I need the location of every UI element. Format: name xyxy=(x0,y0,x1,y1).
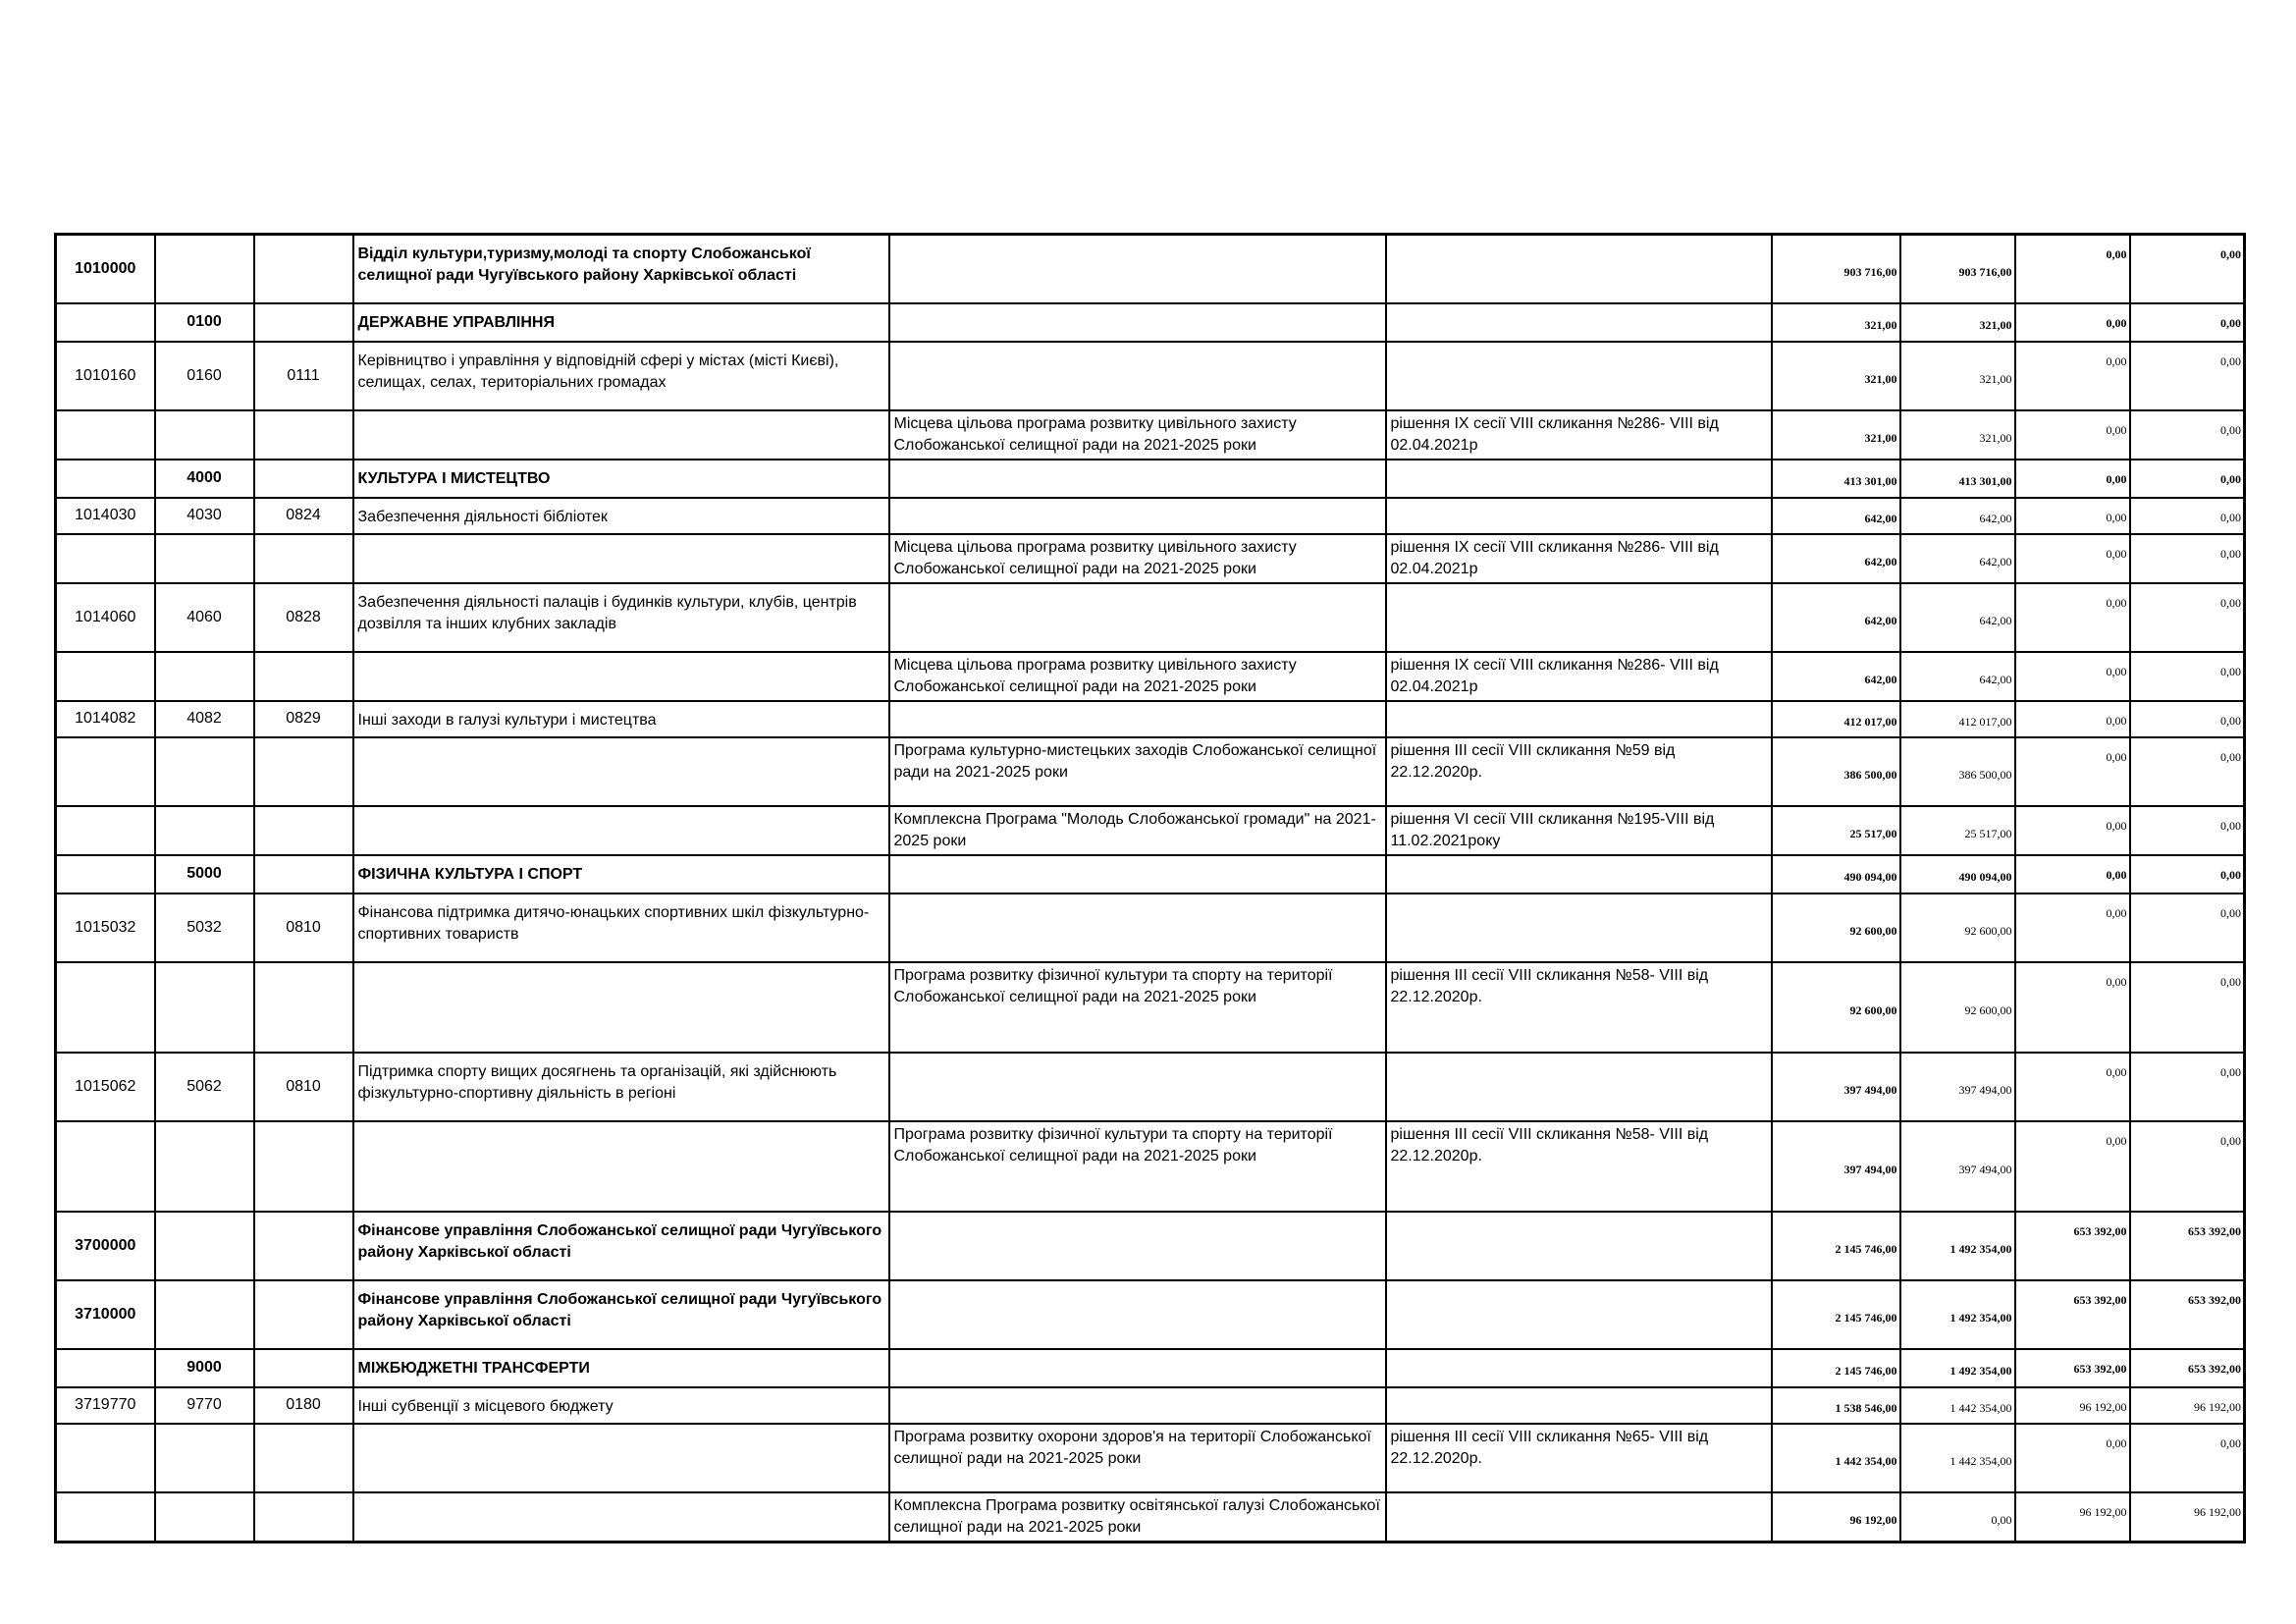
program-code-cell xyxy=(155,737,254,806)
development-budget-cell: 0,00 xyxy=(2130,806,2245,855)
table-row xyxy=(56,303,2245,342)
program-code-cell: 9770 xyxy=(155,1387,254,1424)
function-code-cell xyxy=(254,410,353,460)
budget-code-cell: 1010000 xyxy=(56,235,155,303)
total-amount-cell: 1 442 354,00 xyxy=(1772,1424,1900,1492)
item-name-cell: Забезпечення діяльності бібліотек xyxy=(353,498,889,534)
table-row xyxy=(56,1280,2245,1349)
decision-cell xyxy=(1386,1280,1772,1349)
program-code-cell: 0100 xyxy=(155,303,254,342)
program-code-cell xyxy=(155,534,254,583)
general-fund-cell: 321,00 xyxy=(1900,410,2015,460)
total-amount-cell: 490 094,00 xyxy=(1772,855,1900,893)
development-budget-cell: 0,00 xyxy=(2130,737,2245,806)
general-fund-cell: 412 017,00 xyxy=(1900,701,2015,737)
special-fund-cell: 0,00 xyxy=(2015,1424,2130,1492)
budget-code-cell: 1015062 xyxy=(56,1053,155,1121)
program-name-cell xyxy=(889,1053,1386,1121)
program-name-cell xyxy=(889,342,1386,410)
budget-code-cell xyxy=(56,962,155,1053)
special-fund-cell: 0,00 xyxy=(2015,855,2130,893)
program-name-cell: Програма розвитку охорони здоров'я на території Слобожанської селищної ради на 2021-2025 роки xyxy=(889,1424,1386,1492)
development-budget-cell: 0,00 xyxy=(2130,534,2245,583)
special-fund-cell: 0,00 xyxy=(2015,534,2130,583)
item-name-cell: Підтримка спорту вищих досягнень та організацій, які здійснюють фізкультурно-спортивну діяльність в регіоні xyxy=(353,1053,889,1121)
budget-code-cell: 1015032 xyxy=(56,893,155,962)
decision-cell xyxy=(1386,1387,1772,1424)
decision-cell: рішення ІІІ сесії VIII скликання №65- VIII від 22.12.2020р. xyxy=(1386,1424,1772,1492)
item-name-cell xyxy=(353,962,889,1053)
item-name-cell: Інші заходи в галузі культури і мистецтва xyxy=(353,701,889,737)
development-budget-cell: 0,00 xyxy=(2130,1121,2245,1212)
function-code-cell xyxy=(254,303,353,342)
program-name-cell xyxy=(889,1280,1386,1349)
total-amount-cell: 2 145 746,00 xyxy=(1772,1349,1900,1387)
decision-cell xyxy=(1386,1212,1772,1280)
item-name-cell: МІЖБЮДЖЕТНІ ТРАНСФЕРТИ xyxy=(353,1349,889,1387)
budget-code-cell: 3710000 xyxy=(56,1280,155,1349)
total-amount-cell: 642,00 xyxy=(1772,498,1900,534)
budget-code-cell: 3700000 xyxy=(56,1212,155,1280)
total-amount-cell: 321,00 xyxy=(1772,342,1900,410)
budget-code-cell xyxy=(56,1424,155,1492)
decision-cell xyxy=(1386,583,1772,652)
general-fund-cell: 1 492 354,00 xyxy=(1900,1349,2015,1387)
total-amount-cell: 96 192,00 xyxy=(1772,1492,1900,1543)
special-fund-cell: 0,00 xyxy=(2015,303,2130,342)
decision-cell xyxy=(1386,1053,1772,1121)
item-name-cell: Фінансова підтримка дитячо-юнацьких спортивних шкіл фізкультурно-спортивних товариств xyxy=(353,893,889,962)
special-fund-cell: 0,00 xyxy=(2015,235,2130,303)
program-name-cell xyxy=(889,893,1386,962)
table-row xyxy=(56,737,2245,806)
item-name-cell: Відділ культури,туризму,молоді та спорту Слобожанської селищної ради Чугуївського району Харківської області xyxy=(353,235,889,303)
table-row xyxy=(56,1349,2245,1387)
decision-cell: рішення ІХ сесії VIII скликання №286- VIII від 02.04.2021р xyxy=(1386,534,1772,583)
budget-code-cell xyxy=(56,806,155,855)
item-name-cell xyxy=(353,806,889,855)
special-fund-cell: 0,00 xyxy=(2015,652,2130,701)
special-fund-cell: 0,00 xyxy=(2015,342,2130,410)
total-amount-cell: 321,00 xyxy=(1772,410,1900,460)
function-code-cell xyxy=(254,1212,353,1280)
function-code-cell xyxy=(254,652,353,701)
general-fund-cell: 397 494,00 xyxy=(1900,1121,2015,1212)
function-code-cell xyxy=(254,534,353,583)
development-budget-cell: 0,00 xyxy=(2130,460,2245,498)
program-name-cell: Програма розвитку фізичної культури та спорту на території Слобожанської селищної ради на 2021-2025 роки xyxy=(889,1121,1386,1212)
general-fund-cell: 903 716,00 xyxy=(1900,235,2015,303)
budget-code-cell xyxy=(56,534,155,583)
program-code-cell xyxy=(155,1212,254,1280)
decision-cell xyxy=(1386,1349,1772,1387)
item-name-cell xyxy=(353,1424,889,1492)
program-name-cell xyxy=(889,1387,1386,1424)
function-code-cell xyxy=(254,1492,353,1543)
item-name-cell xyxy=(353,534,889,583)
total-amount-cell: 321,00 xyxy=(1772,303,1900,342)
development-budget-cell: 0,00 xyxy=(2130,701,2245,737)
total-amount-cell: 642,00 xyxy=(1772,583,1900,652)
budget-code-cell xyxy=(56,1349,155,1387)
program-name-cell xyxy=(889,701,1386,737)
item-name-cell xyxy=(353,1492,889,1543)
general-fund-cell: 1 492 354,00 xyxy=(1900,1212,2015,1280)
development-budget-cell: 0,00 xyxy=(2130,583,2245,652)
function-code-cell xyxy=(254,1280,353,1349)
table-row xyxy=(56,806,2245,855)
general-fund-cell: 386 500,00 xyxy=(1900,737,2015,806)
table-row xyxy=(56,962,2245,1053)
decision-cell xyxy=(1386,498,1772,534)
special-fund-cell: 0,00 xyxy=(2015,806,2130,855)
function-code-cell xyxy=(254,235,353,303)
development-budget-cell: 0,00 xyxy=(2130,1053,2245,1121)
decision-cell: рішення ІХ сесії VIII скликання №286- VIII від 02.04.2021р xyxy=(1386,410,1772,460)
total-amount-cell: 397 494,00 xyxy=(1772,1121,1900,1212)
program-code-cell: 5032 xyxy=(155,893,254,962)
program-code-cell: 4000 xyxy=(155,460,254,498)
decision-cell: рішення VІ сесії VIII скликання №195-VIII від 11.02.2021року xyxy=(1386,806,1772,855)
general-fund-cell: 642,00 xyxy=(1900,652,2015,701)
program-code-cell xyxy=(155,410,254,460)
program-code-cell xyxy=(155,652,254,701)
decision-cell: рішення ІІІ сесії VIII скликання №58- VIII від 22.12.2020р. xyxy=(1386,962,1772,1053)
item-name-cell: КУЛЬТУРА І МИСТЕЦТВО xyxy=(353,460,889,498)
general-fund-cell: 642,00 xyxy=(1900,583,2015,652)
total-amount-cell: 2 145 746,00 xyxy=(1772,1280,1900,1349)
general-fund-cell: 1 442 354,00 xyxy=(1900,1387,2015,1424)
program-name-cell: Комплексна Програма розвитку освітянської галузі Слобожанської селищної ради на 2021-2025 роки xyxy=(889,1492,1386,1543)
table-row xyxy=(56,460,2245,498)
item-name-cell: Інші субвенції з місцевого бюджету xyxy=(353,1387,889,1424)
program-name-cell xyxy=(889,1212,1386,1280)
program-name-cell xyxy=(889,235,1386,303)
function-code-cell xyxy=(254,737,353,806)
program-name-cell xyxy=(889,460,1386,498)
function-code-cell: 0810 xyxy=(254,893,353,962)
table-row xyxy=(56,1212,2245,1280)
general-fund-cell: 642,00 xyxy=(1900,498,2015,534)
program-name-cell xyxy=(889,303,1386,342)
budget-code-cell xyxy=(56,303,155,342)
function-code-cell: 0180 xyxy=(254,1387,353,1424)
budget-code-cell xyxy=(56,1492,155,1543)
special-fund-cell: 0,00 xyxy=(2015,410,2130,460)
budget-code-cell xyxy=(56,652,155,701)
table-row xyxy=(56,701,2245,737)
special-fund-cell: 0,00 xyxy=(2015,1121,2130,1212)
program-code-cell: 5000 xyxy=(155,855,254,893)
development-budget-cell: 96 192,00 xyxy=(2130,1387,2245,1424)
program-code-cell xyxy=(155,1280,254,1349)
function-code-cell xyxy=(254,962,353,1053)
budget-code-cell: 1014030 xyxy=(56,498,155,534)
special-fund-cell: 96 192,00 xyxy=(2015,1492,2130,1543)
program-name-cell: Програма розвитку фізичної культури та спорту на території Слобожанської селищної ради на 2021-2025 роки xyxy=(889,962,1386,1053)
development-budget-cell: 0,00 xyxy=(2130,1424,2245,1492)
item-name-cell: ДЕРЖАВНЕ УПРАВЛІННЯ xyxy=(353,303,889,342)
decision-cell: рішення ІІІ сесії VIII скликання №58- VIII від 22.12.2020р. xyxy=(1386,1121,1772,1212)
program-code-cell xyxy=(155,962,254,1053)
general-fund-cell: 92 600,00 xyxy=(1900,893,2015,962)
budget-code-cell xyxy=(56,737,155,806)
special-fund-cell: 0,00 xyxy=(2015,498,2130,534)
table-row xyxy=(56,1424,2245,1492)
function-code-cell xyxy=(254,460,353,498)
function-code-cell: 0824 xyxy=(254,498,353,534)
decision-cell xyxy=(1386,701,1772,737)
function-code-cell xyxy=(254,855,353,893)
special-fund-cell: 0,00 xyxy=(2015,460,2130,498)
development-budget-cell: 0,00 xyxy=(2130,893,2245,962)
item-name-cell xyxy=(353,652,889,701)
function-code-cell: 0829 xyxy=(254,701,353,737)
program-code-cell xyxy=(155,1492,254,1543)
program-code-cell: 4082 xyxy=(155,701,254,737)
budget-code-cell: 3719770 xyxy=(56,1387,155,1424)
table-row xyxy=(56,1387,2245,1424)
function-code-cell xyxy=(254,806,353,855)
budget-code-cell xyxy=(56,855,155,893)
development-budget-cell: 0,00 xyxy=(2130,303,2245,342)
item-name-cell: Фінансове управління Слобожанської селищної ради Чугуївського району Харківської області xyxy=(353,1280,889,1349)
table-row xyxy=(56,583,2245,652)
item-name-cell xyxy=(353,737,889,806)
table-row xyxy=(56,855,2245,893)
general-fund-cell: 490 094,00 xyxy=(1900,855,2015,893)
special-fund-cell: 653 392,00 xyxy=(2015,1280,2130,1349)
program-code-cell xyxy=(155,1424,254,1492)
decision-cell: рішення ІІІ сесії VIII скликання №59 від 22.12.2020р. xyxy=(1386,737,1772,806)
special-fund-cell: 0,00 xyxy=(2015,962,2130,1053)
special-fund-cell: 0,00 xyxy=(2015,1053,2130,1121)
function-code-cell: 0828 xyxy=(254,583,353,652)
special-fund-cell: 0,00 xyxy=(2015,583,2130,652)
table-body xyxy=(56,235,2245,1543)
development-budget-cell: 653 392,00 xyxy=(2130,1349,2245,1387)
function-code-cell: 0111 xyxy=(254,342,353,410)
budget-table xyxy=(54,233,2246,1543)
budget-code-cell: 1014082 xyxy=(56,701,155,737)
special-fund-cell: 653 392,00 xyxy=(2015,1349,2130,1387)
program-name-cell xyxy=(889,855,1386,893)
budget-code-cell: 1010160 xyxy=(56,342,155,410)
total-amount-cell: 92 600,00 xyxy=(1772,893,1900,962)
table-row xyxy=(56,893,2245,962)
program-name-cell xyxy=(889,1349,1386,1387)
special-fund-cell: 653 392,00 xyxy=(2015,1212,2130,1280)
program-name-cell: Місцева цільова програма розвитку цивільного захисту Слобожанської селищної ради на 2021-2025 роки xyxy=(889,410,1386,460)
table-row xyxy=(56,410,2245,460)
function-code-cell xyxy=(254,1424,353,1492)
program-code-cell xyxy=(155,806,254,855)
program-code-cell xyxy=(155,235,254,303)
general-fund-cell: 1 442 354,00 xyxy=(1900,1424,2015,1492)
table-row xyxy=(56,1053,2245,1121)
total-amount-cell: 413 301,00 xyxy=(1772,460,1900,498)
general-fund-cell: 413 301,00 xyxy=(1900,460,2015,498)
program-name-cell: Місцева цільова програма розвитку цивільного захисту Слобожанської селищної ради на 2021-2025 роки xyxy=(889,652,1386,701)
item-name-cell: ФІЗИЧНА КУЛЬТУРА І СПОРТ xyxy=(353,855,889,893)
budget-code-cell xyxy=(56,410,155,460)
table-row xyxy=(56,652,2245,701)
special-fund-cell: 0,00 xyxy=(2015,737,2130,806)
development-budget-cell: 0,00 xyxy=(2130,498,2245,534)
general-fund-cell: 1 492 354,00 xyxy=(1900,1280,2015,1349)
program-code-cell xyxy=(155,1121,254,1212)
total-amount-cell: 412 017,00 xyxy=(1772,701,1900,737)
development-budget-cell: 0,00 xyxy=(2130,342,2245,410)
general-fund-cell: 642,00 xyxy=(1900,534,2015,583)
decision-cell xyxy=(1386,342,1772,410)
general-fund-cell: 397 494,00 xyxy=(1900,1053,2015,1121)
total-amount-cell: 1 538 546,00 xyxy=(1772,1387,1900,1424)
general-fund-cell: 0,00 xyxy=(1900,1492,2015,1543)
function-code-cell xyxy=(254,1121,353,1212)
decision-cell xyxy=(1386,460,1772,498)
total-amount-cell: 903 716,00 xyxy=(1772,235,1900,303)
program-name-cell: Місцева цільова програма розвитку цивільного захисту Слобожанської селищної ради на 2021-2025 роки xyxy=(889,534,1386,583)
program-code-cell: 4060 xyxy=(155,583,254,652)
development-budget-cell: 0,00 xyxy=(2130,235,2245,303)
program-name-cell xyxy=(889,498,1386,534)
decision-cell xyxy=(1386,303,1772,342)
general-fund-cell: 321,00 xyxy=(1900,303,2015,342)
table-row xyxy=(56,1492,2245,1543)
item-name-cell: Керівництво і управління у відповідній сфері у містах (місті Києві), селищах, селах, територіальних громадах xyxy=(353,342,889,410)
total-amount-cell: 92 600,00 xyxy=(1772,962,1900,1053)
decision-cell xyxy=(1386,893,1772,962)
program-name-cell: Програма культурно-мистецьких заходів Слобожанської селищної ради на 2021-2025 роки xyxy=(889,737,1386,806)
total-amount-cell: 397 494,00 xyxy=(1772,1053,1900,1121)
item-name-cell xyxy=(353,410,889,460)
development-budget-cell: 0,00 xyxy=(2130,652,2245,701)
function-code-cell xyxy=(254,1349,353,1387)
table-row xyxy=(56,342,2245,410)
total-amount-cell: 642,00 xyxy=(1772,652,1900,701)
budget-code-cell xyxy=(56,1121,155,1212)
program-code-cell: 9000 xyxy=(155,1349,254,1387)
program-code-cell: 4030 xyxy=(155,498,254,534)
development-budget-cell: 653 392,00 xyxy=(2130,1212,2245,1280)
total-amount-cell: 642,00 xyxy=(1772,534,1900,583)
program-code-cell: 5062 xyxy=(155,1053,254,1121)
decision-cell xyxy=(1386,235,1772,303)
general-fund-cell: 92 600,00 xyxy=(1900,962,2015,1053)
function-code-cell: 0810 xyxy=(254,1053,353,1121)
decision-cell xyxy=(1386,1492,1772,1543)
budget-code-cell: 1014060 xyxy=(56,583,155,652)
budget-code-cell xyxy=(56,460,155,498)
decision-cell: рішення ІХ сесії VIII скликання №286- VIII від 02.04.2021р xyxy=(1386,652,1772,701)
table-row xyxy=(56,235,2245,303)
development-budget-cell: 0,00 xyxy=(2130,410,2245,460)
item-name-cell xyxy=(353,1121,889,1212)
table-row xyxy=(56,1121,2245,1212)
special-fund-cell: 0,00 xyxy=(2015,893,2130,962)
item-name-cell: Забезпечення діяльності палаців і будинків культури, клубів, центрів дозвілля та інших клубних закладів xyxy=(353,583,889,652)
total-amount-cell: 2 145 746,00 xyxy=(1772,1212,1900,1280)
program-name-cell: Комплексна Програма "Молодь Слобожанської громади" на 2021-2025 роки xyxy=(889,806,1386,855)
development-budget-cell: 0,00 xyxy=(2130,855,2245,893)
general-fund-cell: 25 517,00 xyxy=(1900,806,2015,855)
development-budget-cell: 653 392,00 xyxy=(2130,1280,2245,1349)
development-budget-cell: 96 192,00 xyxy=(2130,1492,2245,1543)
item-name-cell: Фінансове управління Слобожанської селищної ради Чугуївського району Харківської області xyxy=(353,1212,889,1280)
program-code-cell: 0160 xyxy=(155,342,254,410)
decision-cell xyxy=(1386,855,1772,893)
table-row xyxy=(56,498,2245,534)
program-name-cell xyxy=(889,583,1386,652)
special-fund-cell: 96 192,00 xyxy=(2015,1387,2130,1424)
general-fund-cell: 321,00 xyxy=(1900,342,2015,410)
table-row xyxy=(56,534,2245,583)
special-fund-cell: 0,00 xyxy=(2015,701,2130,737)
total-amount-cell: 25 517,00 xyxy=(1772,806,1900,855)
development-budget-cell: 0,00 xyxy=(2130,962,2245,1053)
total-amount-cell: 386 500,00 xyxy=(1772,737,1900,806)
